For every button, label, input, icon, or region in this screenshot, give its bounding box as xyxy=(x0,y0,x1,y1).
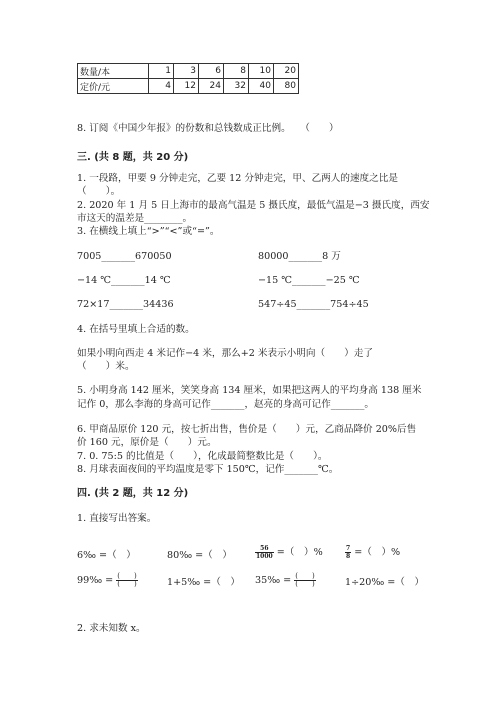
table-cell: 1 xyxy=(149,64,174,79)
sec3-question-5: 5. 小明身高 142 厘米，笑笑身高 134 厘米，如果把这两人的平均身高 138 厘米 xyxy=(77,385,422,396)
sec3-question-1-cont: （ ）。 xyxy=(77,186,121,197)
table-cell: 6 xyxy=(199,64,224,79)
sec3-question-3: 3. 在横线上填上“>”“<”或“=”。 xyxy=(77,226,220,237)
table-cell: 3 xyxy=(174,64,199,79)
sec3-question-1: 1. 一段路，甲要 9 分钟走完，乙要 12 分钟走完，甲、乙两人的速度之比是 xyxy=(77,173,398,184)
section-4-heading: 四. (共 2 题，共 12 分) xyxy=(77,488,189,499)
section-3-heading: 三. (共 8 题，共 20 分) xyxy=(77,152,189,163)
table-cell: 4 xyxy=(149,79,174,94)
fraction: $\frac{( )}{( )}$ xyxy=(295,572,315,588)
expression-6: 1+5‰ =（ ） xyxy=(167,577,240,588)
sec3-question-8: 8. 月球表面夜间的平均温度是零下 150℃，记作_______℃。 xyxy=(77,464,339,475)
table-cell: 40 xyxy=(249,79,274,94)
table-cell: 24 xyxy=(199,79,224,94)
comparison-4: −15 ℃_______−25 ℃ xyxy=(258,275,360,286)
table-cell: 8 xyxy=(224,64,249,79)
sec3-question-4: 4. 在括号里填上合适的数。 xyxy=(77,324,195,335)
sec3-question-2: 2. 2020 年 1 月 5 日上海市的最高气温是 5 摄氏度，最低气温是−3 摄氏度，西安 xyxy=(77,200,430,211)
expression-2: 80‰ =（ ） xyxy=(167,550,232,561)
table-cell: 10 xyxy=(249,64,274,79)
expression-1: 6‰ =（ ） xyxy=(77,550,136,561)
comparison-5: 72×17_______34436 xyxy=(77,299,174,310)
comparison-2: 80000_______8 万 xyxy=(258,251,341,262)
fraction: $\frac{7}{8}$ xyxy=(346,545,351,560)
table-row-label: 数量/本 xyxy=(78,64,149,79)
sec3-question-6-cont: 价 160 元，原价是（ ）元。 xyxy=(77,437,217,448)
table-cell: 20 xyxy=(274,64,299,79)
table-row-label: 定价/元 xyxy=(78,79,149,94)
sec3-question-5-cont: 记作 0，那么李海的身高可记作_______，赵亮的身高可记作_______。 xyxy=(77,399,374,410)
fraction: $\frac{56}{1000}$ xyxy=(256,545,273,560)
expression-5: 99‰ = $\frac{( )}{( )}$ xyxy=(77,572,137,588)
table-cell: 12 xyxy=(174,79,199,94)
sec3-question-6: 6. 甲商品原价 120 元，按七折出售，售价是（ ）元，乙商品降价 20%后售 xyxy=(77,424,417,435)
expression-8: 1÷20‰ =（ ） xyxy=(345,577,425,588)
sec3-question-7: 7. 0. 75:5 的比值是（ ），化成最简整数比是（ ）。 xyxy=(77,451,328,462)
table-row xyxy=(78,64,299,79)
fraction: $\frac{( )}{( )}$ xyxy=(117,572,137,588)
comparison-6: 547÷45_______754÷45 xyxy=(258,299,369,310)
expression-4: $\frac{7}{8}$ =（ ）% xyxy=(346,545,401,560)
sec4-question-2: 2. 求未知数 x。 xyxy=(77,623,146,634)
table-cell: 32 xyxy=(224,79,249,94)
expression-7: 35‰ = $\frac{( )}{( )}$ xyxy=(255,572,315,588)
sec3-question-2-cont: 市这天的温差是________。 xyxy=(77,213,193,224)
sec3-question-4-line2: （ ）米。 xyxy=(77,361,135,372)
expression-3: $\frac{56}{1000}$ =（ ）% xyxy=(256,545,323,560)
question-8: 8. 订阅《中国少年报》的份数和总钱数成正比例。 （ ） xyxy=(77,123,339,134)
comparison-1: 7005_______670050 xyxy=(77,251,172,262)
sec3-question-4-line1: 如果小明向西走 4 米记作−4 米，那么+2 米表示小明向（ ）走了 xyxy=(77,348,374,359)
sec4-question-1: 1. 直接写出答案。 xyxy=(77,513,157,524)
table-row xyxy=(78,79,299,94)
comparison-3: −14 ℃_______14 ℃ xyxy=(77,275,171,286)
quantity-price-table xyxy=(77,63,299,94)
table-cell: 80 xyxy=(274,79,299,94)
